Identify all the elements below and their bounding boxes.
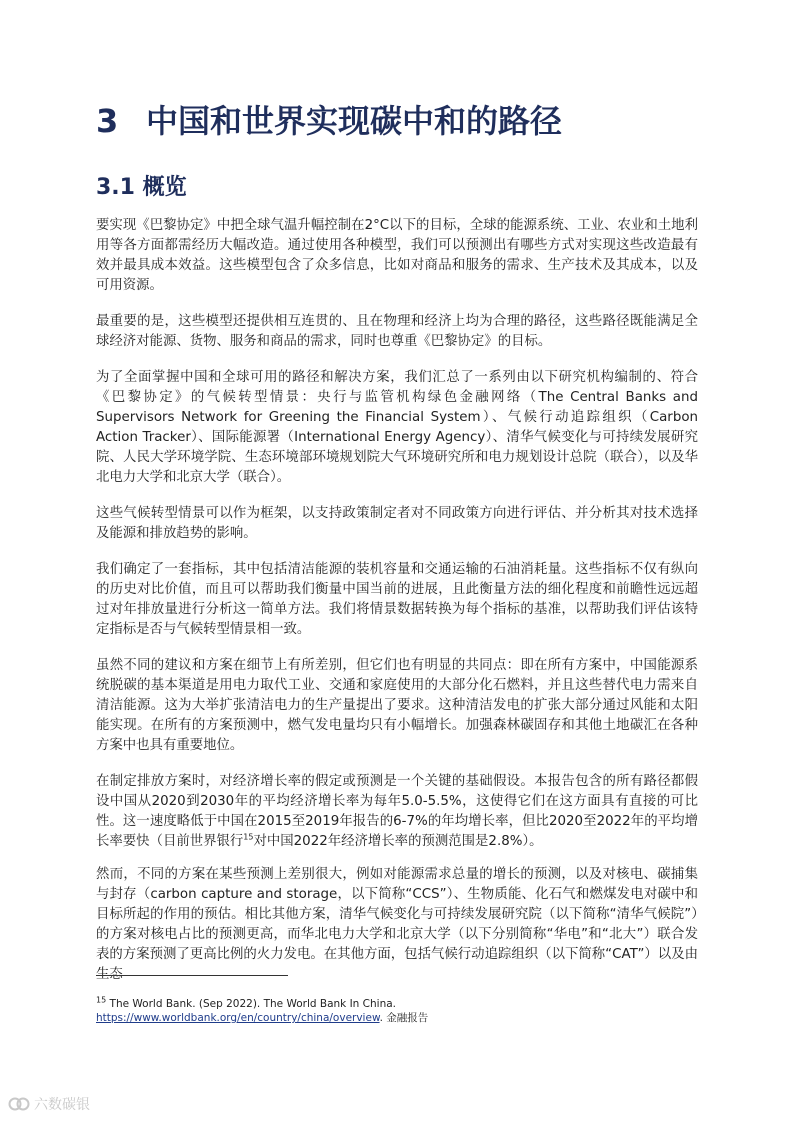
footnote-citation: The World Bank. (Sep 2022). The World Bank In China. [106,998,397,1010]
watermark-text: 六数碳银 [34,1097,90,1113]
paragraph: 然而，不同的方案在某些预测上差别很大，例如对能源需求总量的增长的预测，以及对核电、碳捕集与封存（carbon capture and storage，以下简称“CCS”）、生物质能、化石气和燃煤发电对碳中和目标所起的作用的预估。相比其他方案，清华气候变化与可持续发展研究院（以下简称“清华气候院”）的方案对核电占比的预测更高，而华北电力大学和北京大学（以下分别简称“华电”和“北大”）联合发表的方案预测了更高比例的火力发电。在其他方面，包括气候行动追踪组织（以下简称“CAT”）以及由生态 [96,867,698,982]
paragraph: 要实现《巴黎协定》中把全球气温升幅控制在2°C以下的目标，全球的能源系统、工业、农业和土地利用等各方面都需经历大幅改造。通过使用各种模型，我们可以预测出有哪些方式对实现这些改造最有效并最具成本效益。这些模型包含了众多信息，比如对商品和服务的需求、生产技术及其成本，以及可用资源。 [96,218,698,293]
footnote-divider [96,975,288,976]
watermark [8,1094,90,1114]
footnote-number: 15 [96,995,107,1005]
paragraph: 这些气候转型情景可以作为框架，以支持政策制定者对不同政策方向进行评估、并分析其对技术选择及能源和排放趋势的影响。 [96,506,698,541]
chapter-number: 3 [96,102,119,140]
footnote-suffix: . 金融报告 [379,1012,429,1024]
chapter-title: 中国和世界实现碳中和的路径 [146,102,563,140]
paragraph-growth-before: 在制定排放方案时，对经济增长率的假定或预测是一个关键的基础假设。本报告包含的所有路径都假设中国从2020到2030年的平均经济增长率为每年5.0-5.5%，这使得它们在这方面具有直接的可比性。这一速度略低于中国在2015至2019年报告的6-7%的年均增长率，但比2020至2022年的平均增长率要快（目前世界银行 [96,774,698,849]
paragraph: 最重要的是，这些模型还提供相互连贯的、且在物理和经济上均为合理的路径，这些路径既能满足全球经济对能源、货物、服务和商品的需求，同时也尊重《巴黎协定》的目标。 [96,314,698,349]
watermark-logo-icon [8,1096,30,1112]
body-text [96,216,698,1001]
footnote-link[interactable]: https://www.worldbank.org/en/country/china/overview [96,1012,380,1024]
footnote-reference[interactable]: 15 [243,832,254,842]
paragraph: 我们确定了一套指标，其中包括清洁能源的装机容量和交通运输的石油消耗量。这些指标不仅有纵向的历史对比价值，而且可以帮助我们衡量中国当前的进展，且此衡量方法的细化程度和前瞻性远远超过对年排放量进行分析这一简单方法。我们将情景数据转换为每个指标的基准，以帮助我们评估该特定指标是否与气候转型情景相一致。 [96,562,698,637]
chapter-heading [96,96,562,142]
paragraph-growth [96,772,698,852]
section-heading: 3.1 概览 [96,175,187,200]
footnote [96,997,698,1025]
paragraph: 为了全面掌握中国和全球可用的路径和解决方案，我们汇总了一系列由以下研究机构编制的、符合《巴黎协定》的气候转型情景：央行与监管机构绿色金融网络（The Central Banks and Supervisors Network for Greening the Financial System）、气候行动追踪组织（Carbon Action Tracker）、国际能源署（International Energy Agency）、清华气候变化与可持续发展研究院、人民大学环境学院、生态环境部环境规划院大气环境研究所和电力规划设计总院（联合），以及华北电力大学和北京大学（联合）。 [96,370,698,485]
paragraph: 虽然不同的建议和方案在细节上有所差别，但它们也有明显的共同点：即在所有方案中，中国能源系统脱碳的基本渠道是用电力取代工业、交通和家庭使用的大部分化石燃料，并且这些替代电力需来自清洁能源。这为大举扩张清洁电力的生产量提出了要求。这种清洁发电的扩张大部分通过风能和太阳能实现。在所有的方案预测中，燃气发电量均只有小幅增长。加强森林碳固存和其他土地碳汇在各种方案中也具有重要地位。 [96,658,698,753]
paragraph-growth-after: 对中国2022年经济增长率的预测范围是2.8%）。 [253,834,543,849]
